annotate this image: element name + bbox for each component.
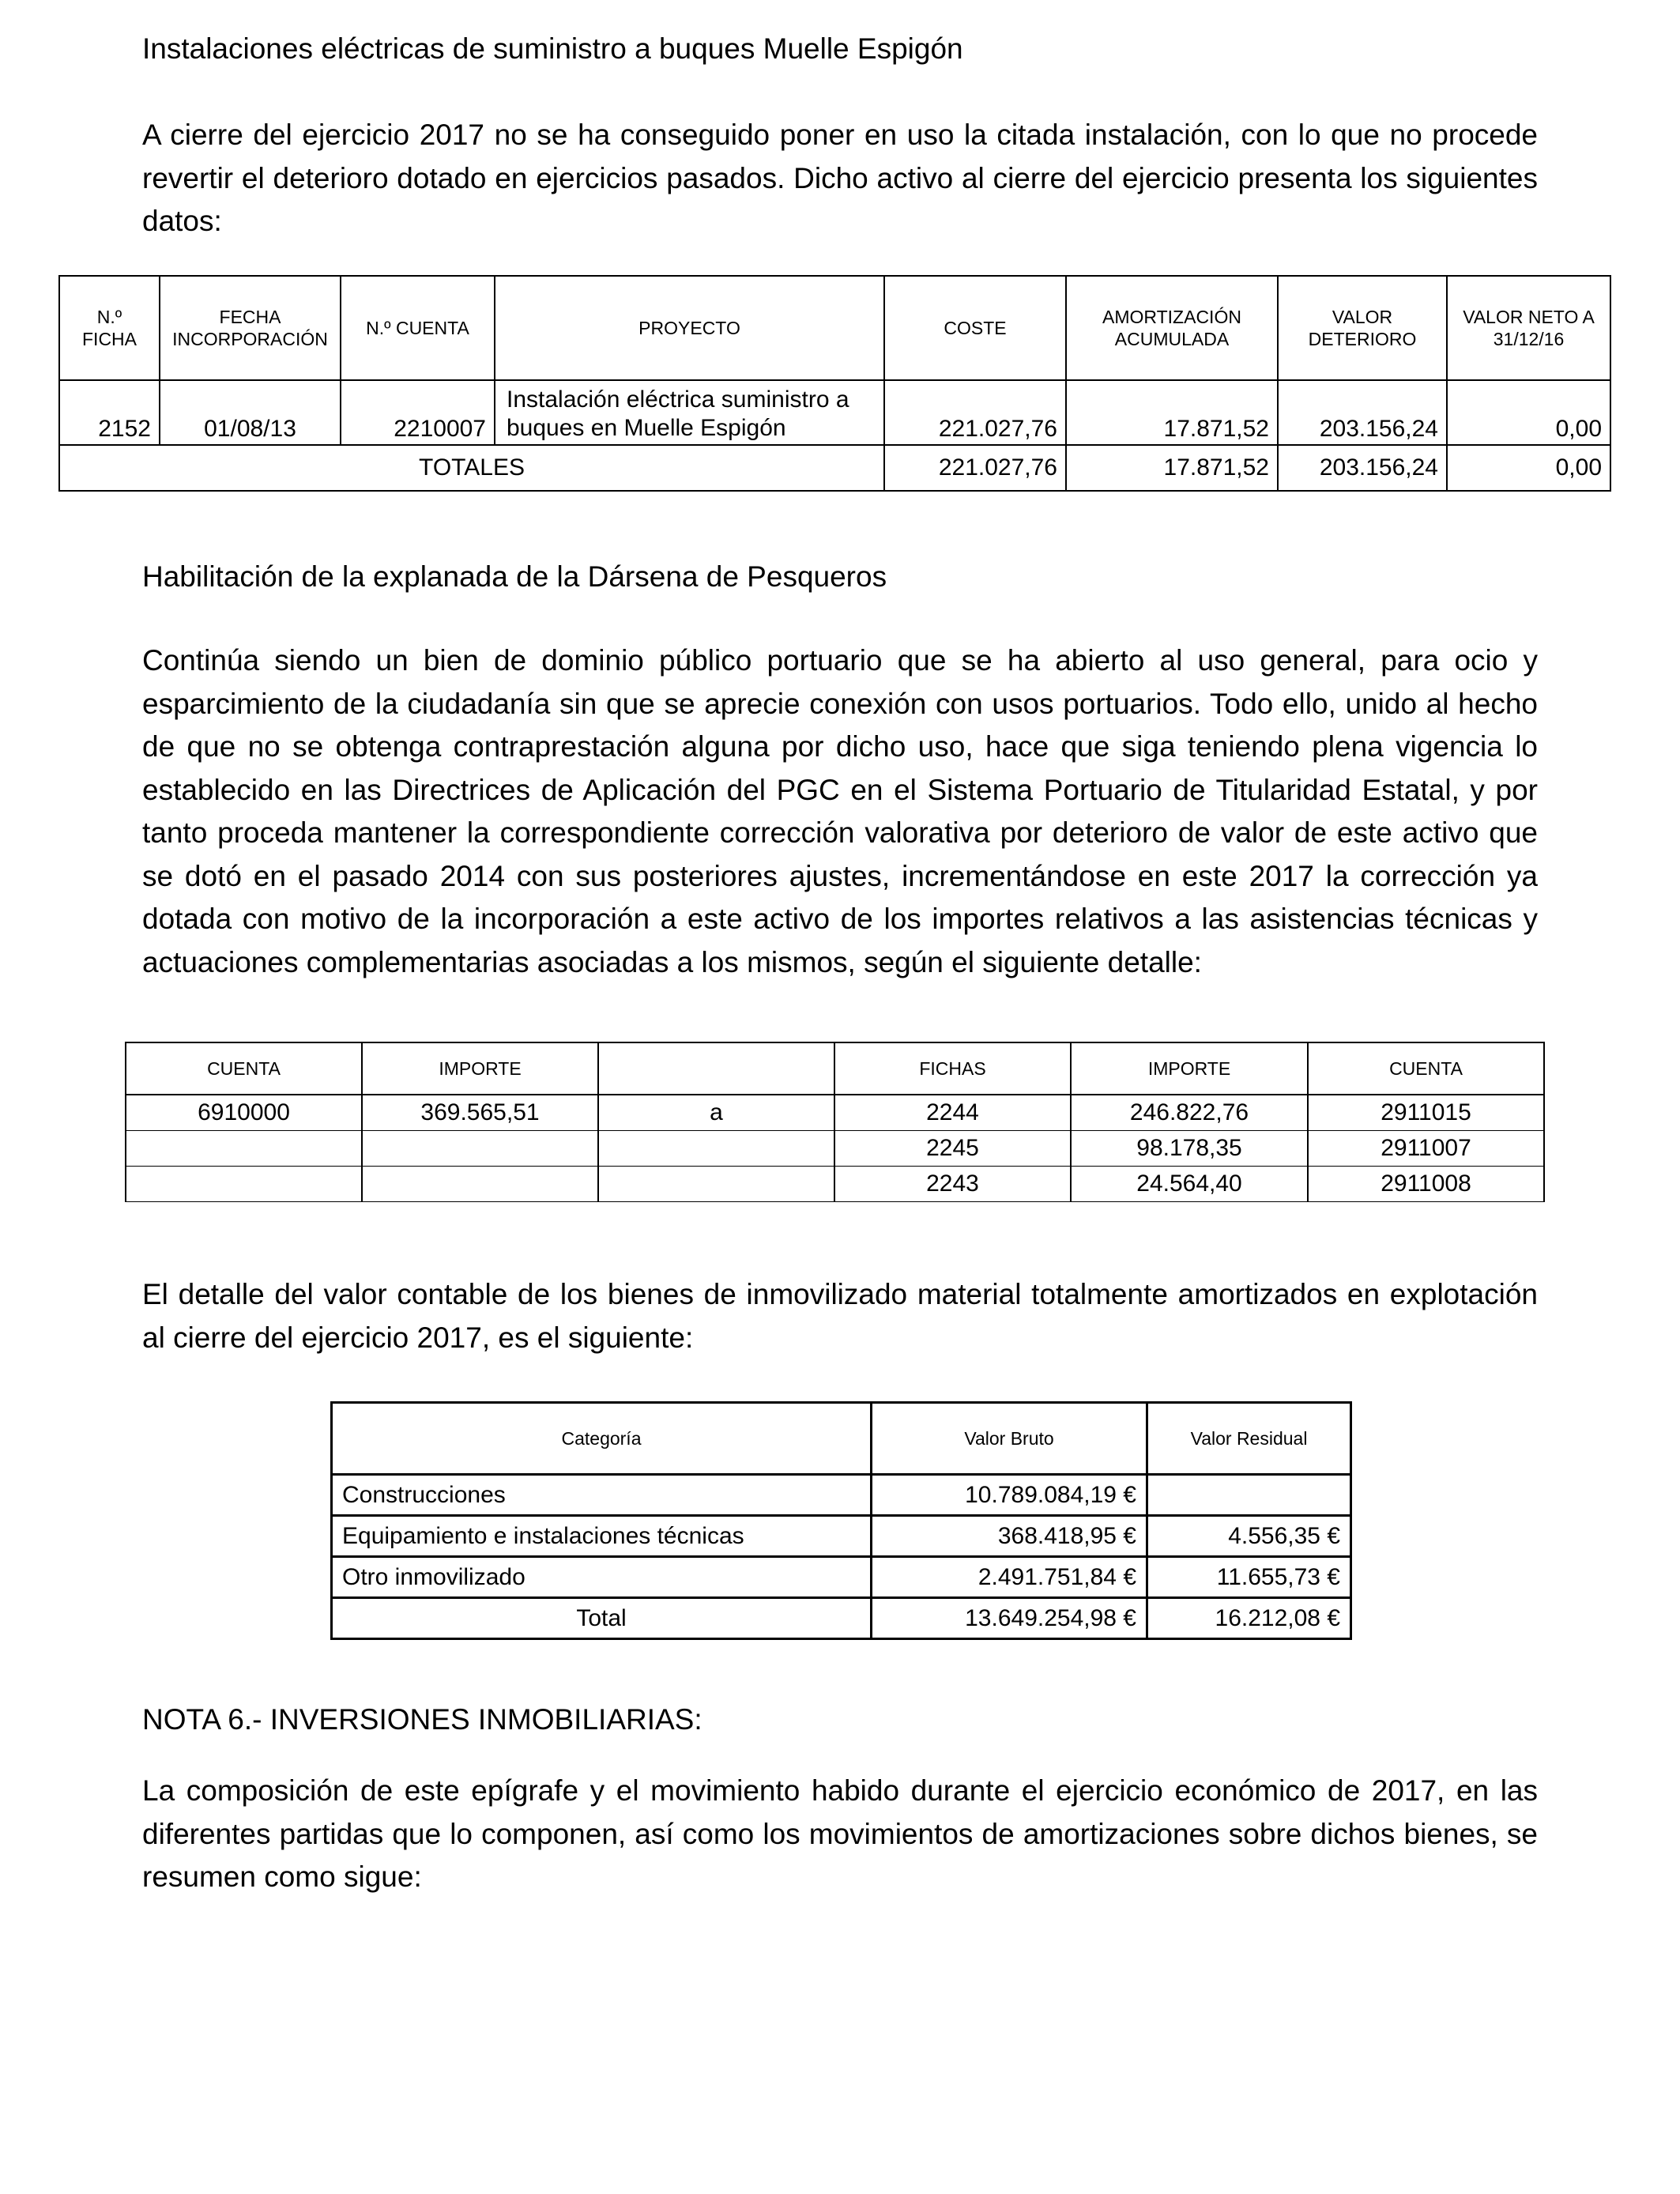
table-cell [362, 1167, 598, 1202]
header-cell: AMORTIZACIÓN ACUMULADA [1066, 276, 1278, 380]
header-cell: Valor Residual [1147, 1403, 1351, 1475]
cell-amortizacion: 17.871,52 [1066, 380, 1278, 445]
table-header-row [59, 276, 1610, 380]
table-cell [126, 1131, 362, 1167]
header-cell: N.º FICHA [59, 276, 160, 380]
header-cell: Categoría [332, 1403, 872, 1475]
header-cell: FICHAS [834, 1042, 1071, 1095]
valor-residual-cell: 4.556,35 € [1147, 1516, 1351, 1557]
table-row [332, 1557, 1351, 1598]
valor-residual-cell [1147, 1475, 1351, 1516]
table-row [126, 1131, 1544, 1167]
total-coste: 221.027,76 [884, 445, 1066, 491]
cell-deterioro: 203.156,24 [1278, 380, 1447, 445]
total-valor-neto: 0,00 [1447, 445, 1610, 491]
cell-fecha: 01/08/13 [160, 380, 341, 445]
table-row [332, 1516, 1351, 1557]
table-detalle-correccion [125, 1042, 1545, 1202]
total-label: Total [332, 1598, 872, 1639]
table-cell [126, 1167, 362, 1202]
paragraph-inmovilizado: El detalle del valor contable de los bienes de inmovilizado material totalmente amortizados en explotación al cierre del ejercicio 2017, es el siguiente: [142, 1278, 1538, 1354]
valor-bruto-cell: 368.418,95 € [872, 1516, 1147, 1557]
header-cell [598, 1042, 834, 1095]
category-cell: Otro inmovilizado [332, 1557, 872, 1598]
totals-row [332, 1598, 1351, 1639]
header-cell: N.º CUENTA [341, 276, 495, 380]
header-cell: VALOR NETO A 31/12/16 [1447, 276, 1610, 380]
table-cell: 2911015 [1308, 1095, 1544, 1131]
header-cell: Valor Bruto [872, 1403, 1147, 1475]
category-cell: Construcciones [332, 1475, 872, 1516]
table-cell [362, 1131, 598, 1167]
totals-label: TOTALES [59, 445, 884, 491]
cell-valor-neto: 0,00 [1447, 380, 1610, 445]
valor-residual-cell: 11.655,73 € [1147, 1557, 1351, 1598]
table-cell [598, 1131, 834, 1167]
table-row [126, 1095, 1544, 1131]
header-cell: IMPORTE [362, 1042, 598, 1095]
table-row [332, 1475, 1351, 1516]
table-inmovilizado-amortizado [330, 1401, 1352, 1640]
valor-bruto-cell: 10.789.084,19 € [872, 1475, 1147, 1516]
table-row [59, 380, 1610, 445]
table-cell [598, 1167, 834, 1202]
table-cell: 6910000 [126, 1095, 362, 1131]
valor-bruto-cell: 2.491.751,84 € [872, 1557, 1147, 1598]
totals-row [59, 445, 1610, 491]
table-instalacion-electrica [58, 275, 1611, 492]
header-cell: IMPORTE [1071, 1042, 1308, 1095]
paragraph-darsena: Continúa siendo un bien de dominio público portuario que se ha abierto al uso general, para ocio y esparcimiento de la ciudadanía sin que se aprecie conexión con usos portuarios. Todo ello, unido al hecho de que no se obtenga contraprestación alguna por dicho uso, hace que siga teniendo plena vigencia lo establecido en las Directrices de Aplicación del PGC en el Sistema Portuario de Titularidad Estatal, y por tanto proceda mantener la correspondiente corrección valorativa por deterioro de valor de este activo que se dotó en el pasado 2014 con sus posteriores ajustes, incrementándose en este 2017 la corrección ya dotada con motivo de la incorporación a este activo de los importes relativos a las asistencias técnicas y actuaciones complementarias asociadas a los mismos, según el siguiente detalle: [142, 644, 1538, 978]
table-cell: 98.178,35 [1071, 1131, 1308, 1167]
table-cell: 369.565,51 [362, 1095, 598, 1131]
paragraph-instalaciones: A cierre del ejercicio 2017 no se ha conseguido poner en uso la citada instalación, con lo que no procede revertir el deterioro dotado en ejercicios pasados. Dicho activo al cierre del ejercicio presenta los siguientes datos: [142, 119, 1538, 237]
table-cell: a [598, 1095, 834, 1131]
total-valor-bruto: 13.649.254,98 € [872, 1598, 1147, 1639]
section-heading-instalaciones: Instalaciones eléctricas de suministro a buques Muelle Espigón [142, 32, 963, 65]
header-cell: COSTE [884, 276, 1066, 380]
header-cell: CUENTA [126, 1042, 362, 1095]
cell-proyecto: Instalación eléctrica suministro a buques en Muelle Espigón [495, 380, 884, 445]
table-cell: 2911008 [1308, 1167, 1544, 1202]
table-cell: 246.822,76 [1071, 1095, 1308, 1131]
table-cell: 2244 [834, 1095, 1071, 1131]
section-heading-nota6: NOTA 6.- INVERSIONES INMOBILIARIAS: [142, 1703, 703, 1736]
table-header-row [332, 1403, 1351, 1475]
header-cell: FECHA INCORPORACIÓN [160, 276, 341, 380]
table-cell: 2911007 [1308, 1131, 1544, 1167]
table-cell: 24.564,40 [1071, 1167, 1308, 1202]
header-cell: CUENTA [1308, 1042, 1544, 1095]
header-cell: PROYECTO [495, 276, 884, 380]
cell-cuenta: 2210007 [341, 380, 495, 445]
table-cell: 2245 [834, 1131, 1071, 1167]
total-valor-residual: 16.212,08 € [1147, 1598, 1351, 1639]
table-cell: 2243 [834, 1167, 1071, 1202]
section-heading-darsena: Habilitación de la explanada de la Dársena de Pesqueros [142, 560, 887, 593]
total-amortizacion: 17.871,52 [1066, 445, 1278, 491]
header-cell: VALOR DETERIORO [1278, 276, 1447, 380]
table-header-row [126, 1042, 1544, 1095]
cell-coste: 221.027,76 [884, 380, 1066, 445]
category-cell: Equipamiento e instalaciones técnicas [332, 1516, 872, 1557]
total-deterioro: 203.156,24 [1278, 445, 1447, 491]
cell-ficha: 2152 [59, 380, 160, 445]
paragraph-nota6: La composición de este epígrafe y el movimiento habido durante el ejercicio económico de 2017, en las diferentes partidas que lo componen, así como los movimientos de amortizaciones sobre dichos bienes, se resumen como sigue: [142, 1774, 1538, 1893]
table-row [126, 1167, 1544, 1202]
